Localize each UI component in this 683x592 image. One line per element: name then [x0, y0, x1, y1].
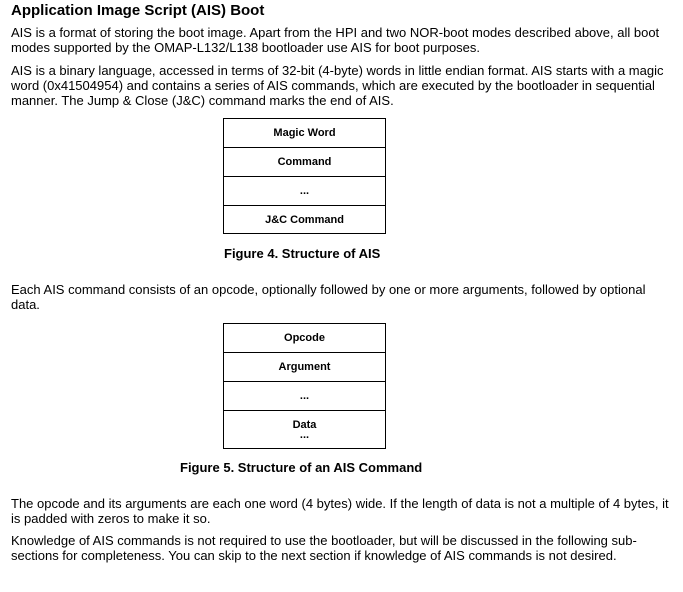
figure-4-caption: Figure 4. Structure of AIS: [224, 246, 381, 261]
cell-data: [224, 411, 385, 448]
paragraph-knowledge: Knowledge of AIS commands is not required to use the bootloader, but will be discussed in the following sub-sections for completeness. You can skip to the next section if knowledge of AIS commands is not desired.: [11, 533, 637, 563]
paragraph-intro: AIS is a format of storing the boot image. Apart from the HPI and two NOR-boot modes described above, all boot modes supported by the OMAP-L132/L138 bootloader use AIS for boot purposes.: [11, 25, 660, 55]
cell-command: Command: [224, 148, 385, 177]
cell-magic-word: Magic Word: [224, 119, 385, 148]
cell-jc-command: J&C Command: [265, 213, 344, 226]
cell-data-ellipsis: ...: [299, 429, 310, 441]
cell-opcode: Opcode: [224, 324, 385, 353]
paragraph-binary-language: AIS is a binary language, accessed in terms of 32-bit (4-byte) words in little endian format. AIS starts with a magic word (0x41504954) and contains a series of AIS commands, which are executed by the bootloader in sequential manner. The Jump & Close (J&C) command marks the end of AIS.: [11, 63, 664, 108]
cell-argument: Argument: [224, 353, 385, 382]
figure-5-caption: Figure 5. Structure of an AIS Command: [180, 460, 423, 475]
paragraph-ais-command: Each AIS command consists of an opcode, optionally followed by one or more arguments, followed by optional data.: [11, 282, 646, 312]
section-heading: Application Image Script (AIS) Boot: [11, 2, 265, 19]
cell-ellipsis: ...: [224, 382, 385, 411]
figure-5-diagram: [223, 323, 386, 449]
paragraph-opcode-width: The opcode and its arguments are each one word (4 bytes) wide. If the length of data is not a multiple of 4 bytes, it is padded with zeros to make it so.: [11, 496, 669, 526]
cell-ellipsis: ...: [224, 177, 385, 206]
figure-4-diagram: [223, 118, 386, 234]
cell-data-label: Data: [292, 419, 317, 431]
